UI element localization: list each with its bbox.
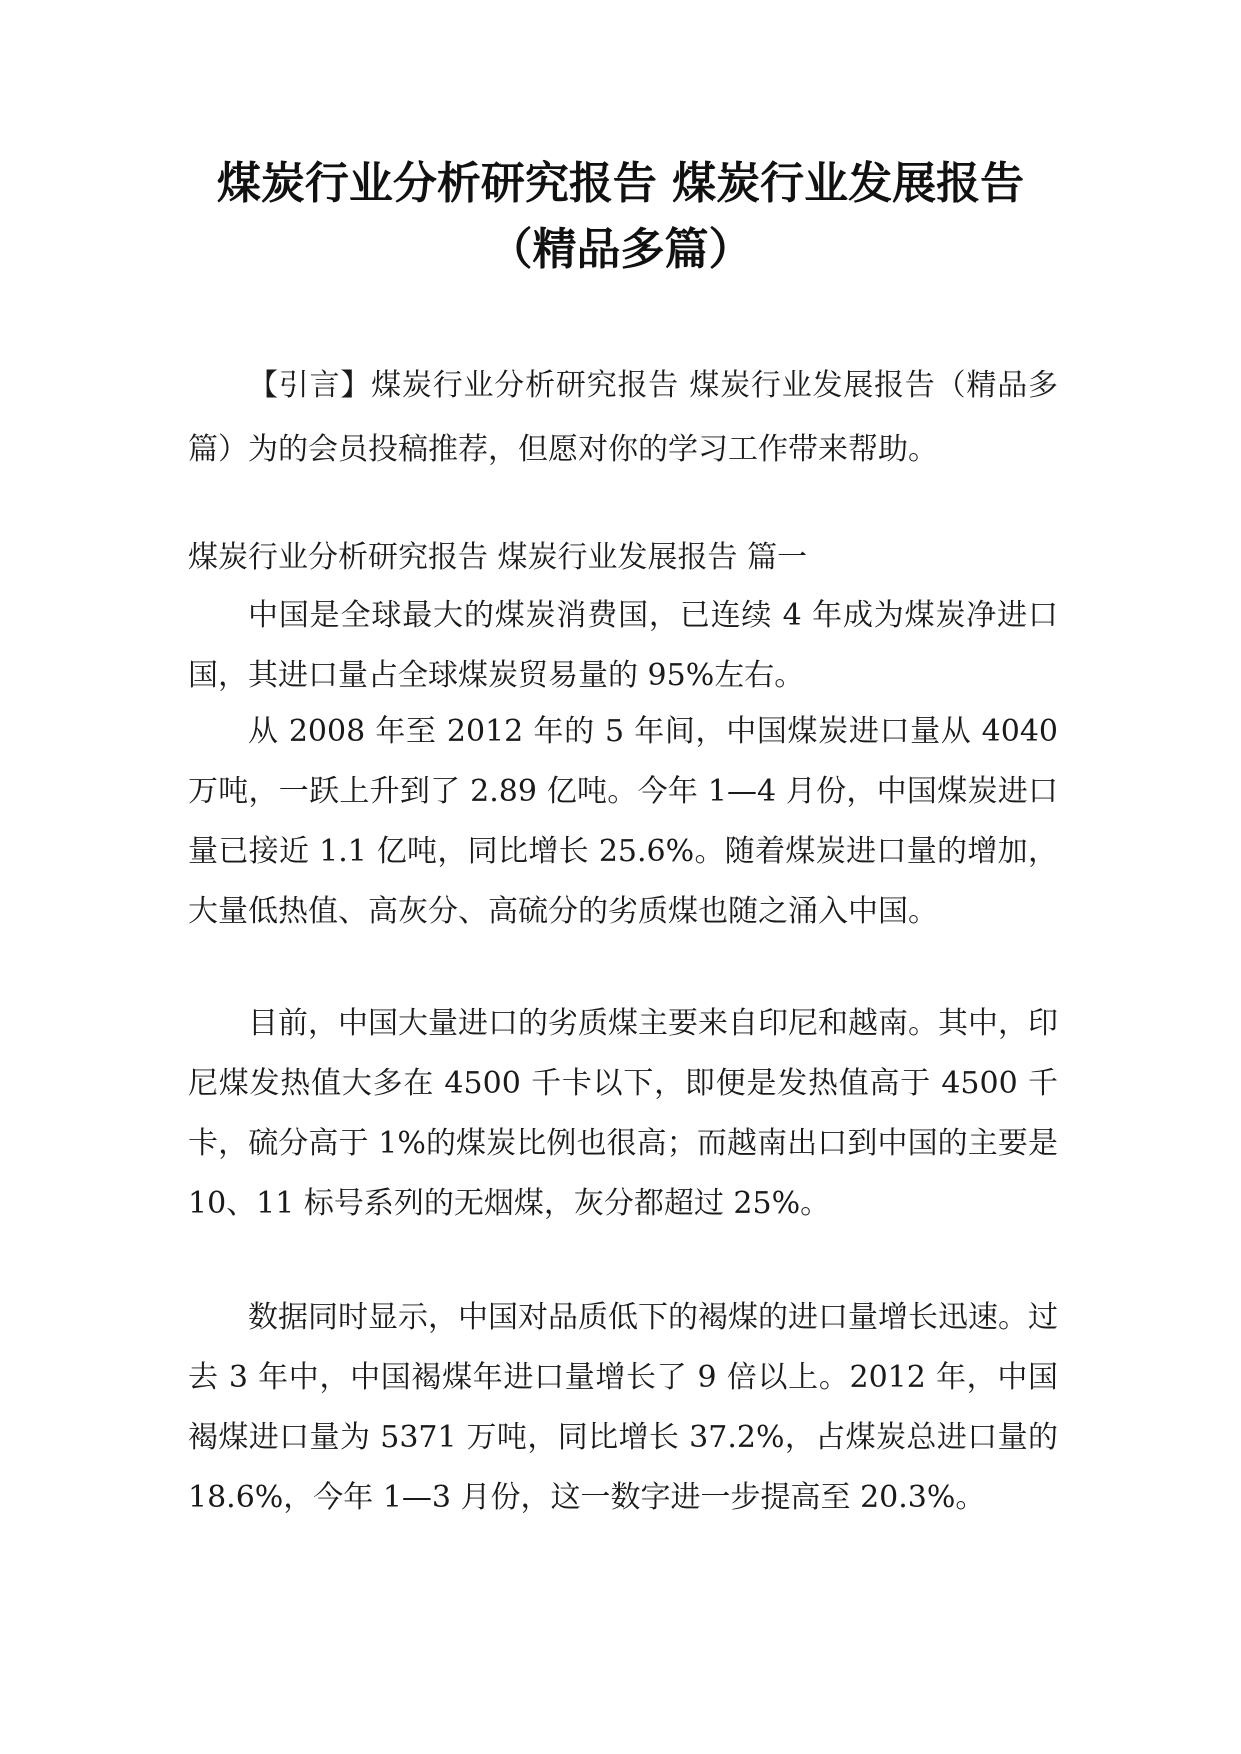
body-paragraph-4: 数据同时显示，中国对品质低下的褐煤的进口量增长迅速。过去 3 年中，中国褐煤年进口量增长了 9 倍以上。2012 年，中国褐煤进口量为 5371 万吨，同比增长 37.2%，占煤炭总进口量的 18.6%，今年 1—3 月份，这一数字进一步提高至 20.3%。 — [188, 1300, 1058, 1515]
document-title-subtitle: （精品多篇） — [488, 224, 753, 275]
body-paragraph-3: 目前，中国大量进口的劣质煤主要来自印尼和越南。其中，印尼煤发热值大多在 4500 千卡以下，即便是发热值高于 4500 千卡，硫分高于 1%的煤炭比例也很高；而越南出口到中国的主要是 10、11 标号系列的无烟煤，灰分都超过 25%。 — [188, 1006, 1058, 1221]
intro-paragraph: 【引言】煤炭行业分析研究报告 煤炭行业发展报告（精品多篇）为的会员投稿推荐，但愿对你的学习工作带来帮助。 — [188, 368, 1058, 467]
section-heading: 煤炭行业分析研究报告 煤炭行业发展报告 篇一 — [188, 540, 808, 575]
document-title: 煤炭行业分析研究报告 煤炭行业发展报告 — [216, 158, 1025, 209]
body-paragraph-2: 从 2008 年至 2012 年的 5 年间，中国煤炭进口量从 4040 万吨，一跃上升到了 2.89 亿吨。今年 1—4 月份，中国煤炭进口量已接近 1.1 亿吨，同比增长 25.6%。随着煤炭进口量的增加，大量低热值、高灰分、高硫分的劣质煤也随之涌入中国。 — [188, 714, 1058, 929]
body-paragraph-1: 中国是全球最大的煤炭消费国，已连续 4 年成为煤炭净进口国，其进口量占全球煤炭贸易量的 95%左右。 — [188, 598, 1058, 693]
